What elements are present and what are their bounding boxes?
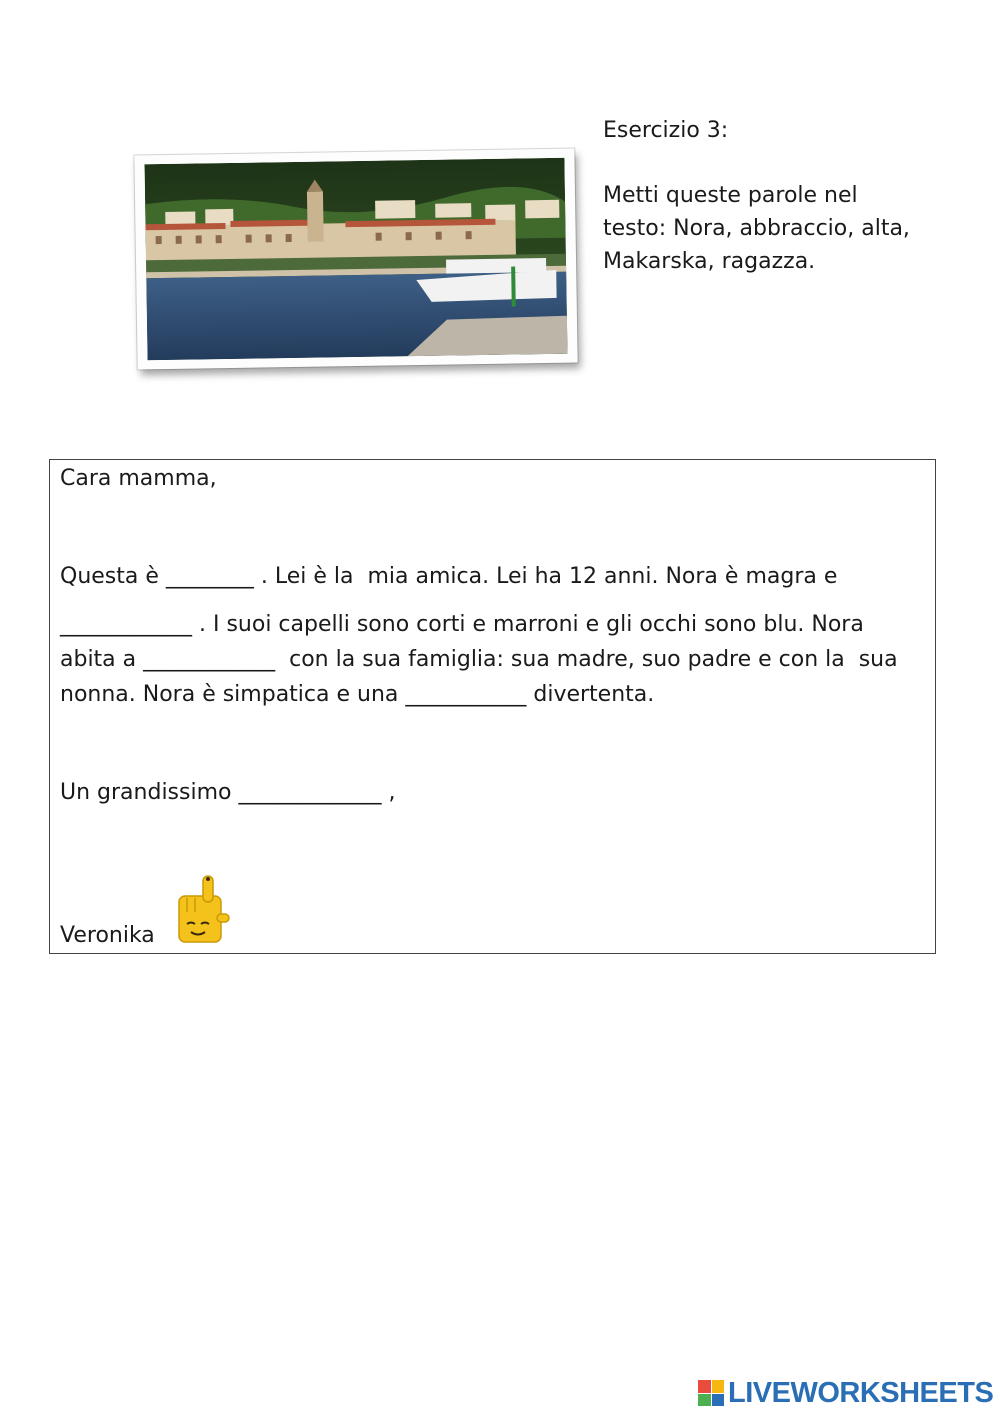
instruction-line: Metti queste parole nel [603,183,858,208]
instruction-line: Makarska, ragazza. [603,249,816,274]
letter-line: Questa è ________ . Lei è la mia amica. Lei ha 12 anni. Nora è magra e [60,564,838,589]
pointing-hand-sticker-icon [175,874,231,946]
exercise-instructions [603,179,943,278]
letter-line: abita a ____________ con la sua famiglia: sua madre, suo padre e con la sua [60,647,898,672]
harbor-photo [134,149,577,370]
letter-greeting: Cara mamma, [60,466,217,491]
letter-line: nonna. Nora è simpatica e una ___________ divertenta. [60,682,655,707]
letter-line: ____________ . I suoi capelli sono corti e marroni e gli occhi sono blu. Nora [60,612,864,637]
instruction-line: testo: Nora, abbraccio, alta, [603,216,910,241]
liveworksheets-logo [698,1377,993,1409]
liveworksheets-wordmark: LIVEWORKSHEETS [728,1376,994,1409]
letter-box [49,459,936,954]
letter-closing: Un grandissimo _____________ , [60,780,396,805]
letter-signature: Veronika [60,923,155,948]
exercise-block [603,114,943,278]
harbor-photo-image [144,158,567,361]
exercise-title: Esercizio 3: [603,118,729,143]
liveworksheets-logo-icon [698,1380,724,1406]
